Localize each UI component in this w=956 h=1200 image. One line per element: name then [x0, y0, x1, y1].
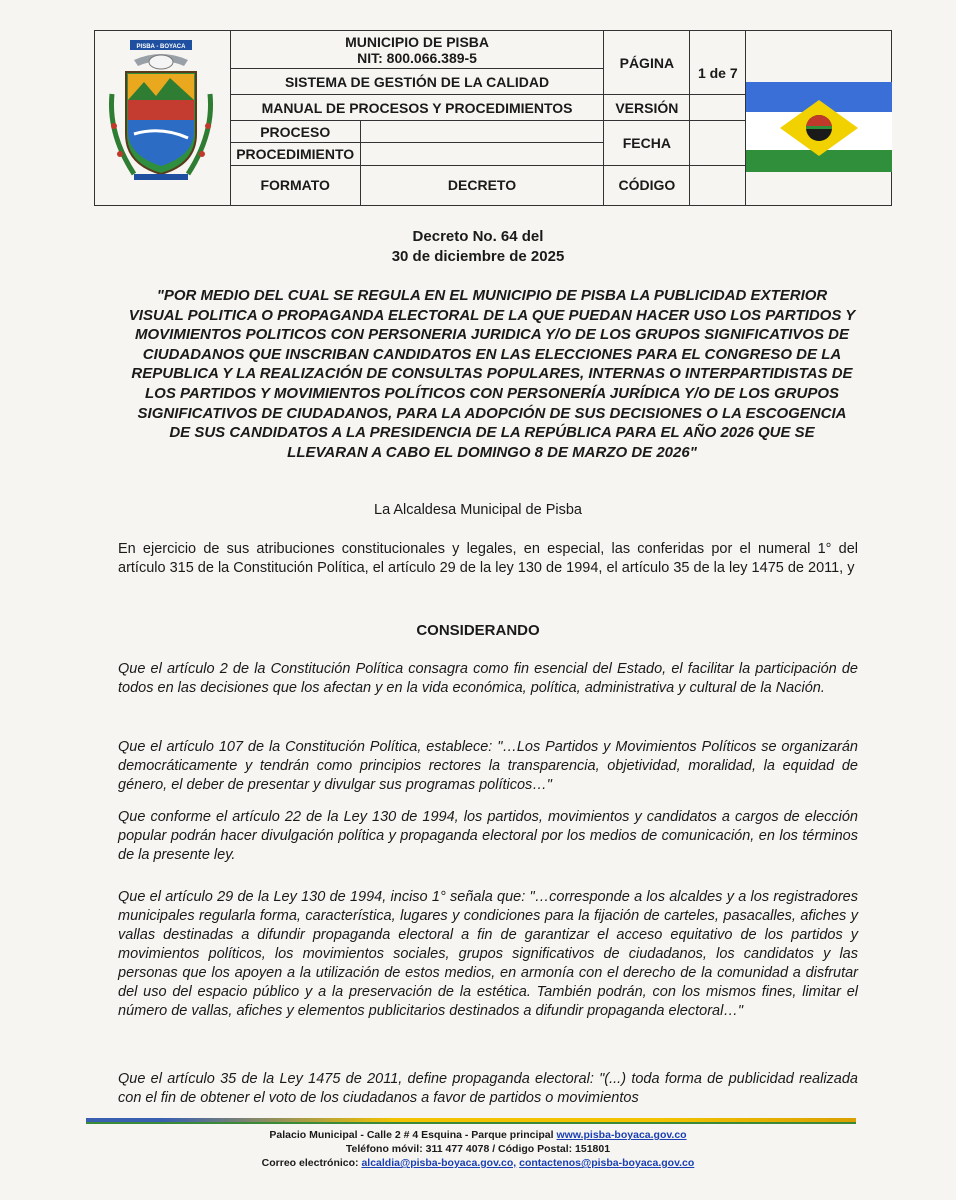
- decree-title: "POR MEDIO DEL CUAL SE REGULA EN EL MUNICIPIO DE PISBA LA PUBLICIDAD EXTERIOR VISUAL POLITICA O PROPAGANDA ELECTORAL DE LA QUE PUEDAN HACER USO LOS PARTIDOS Y MOVIMIENTOS POLITICOS CON PERSONERIA JURIDICA Y/O DE LOS GRUPOS SIGNIFICATIVOS DE CIUDADANOS QUE INSCRIBAN CANDIDATOS EN LAS ELECCIONES PARA EL CONGRESO DE LA REPUBLICA Y LA REALIZACIÓN DE CONSULTAS POPULARES, INTERNAS O INTERPARTIDISTAS DE LOS PARTIDOS Y MOVIMIENTOS POLÍTICOS CON PERSONERÍA JURÍDICA Y/O DE LOS GRUPOS SIGNIFICATIVOS DE CIUDADANOS, PARA LA ADOPCIÓN DE SUS DECISIONES O LA ESCOGENCIA DE SUS CANDIDATOS A LA PRESIDENCIA DE LA REPÚBLICA PARA EL AÑO 2026 QUE SE LLEVARAN A CABO EL DOMINGO 8 DE MARZO DE 2026": [128, 287, 856, 461]
- decree-number: Decreto No. 64 del: [412, 228, 544, 245]
- considerando-paragraph: Que el artículo 107 de la Constitución Política, establece: "…Los Partidos y Movimientos Políticos se organizarán democráticamente y tendrán como principios rectores la transparencia, objetividad, moralidad, la equidad de género, el deber de presentar y divulgar sus programas políticos…": [118, 739, 858, 793]
- codigo-label: CÓDIGO: [604, 165, 690, 205]
- seal-banner-text: PISBA - BOYACA: [136, 44, 186, 50]
- municipality-name: MUNICIPIO DE PISBA: [345, 33, 489, 50]
- considerando-paragraph: Que el artículo 29 de la Ley 130 de 1994, inciso 1° señala que: "…corresponde a los alcaldes y a los registradores municipales regularla forma, característica, lugares y condiciones para la fijación de carteles, pasacalles, afiches y vallas destinadas a difundir propaganda electoral a fin de garantizar el acceso equitativo de los partidos y movimientos políticos, los movimientos sociales, grupos significativos de ciudadanos, los candidatos y las personas que los apoyen a la utilización de estos medios, en armonía con el derecho de la comunidad a disfrutar del uso del espacio público y a la preservación de la estética. También podrán, con los mismos fines, limitar el número de vallas, afiches y elementos publicitarios destinados a difundir propaganda electoral…": [118, 889, 858, 1019]
- considerando-paragraph: Que el artículo 35 de la Ley 1475 de 2011, define propaganda electoral: "(...) toda forma de publicidad realizada con el fin de obtener el voto de los ciudadanos a favor de partidos o movimientos: [118, 1071, 858, 1106]
- authority-line: La Alcaldesa Municipal de Pisba: [374, 502, 582, 518]
- municipal-flag-icon: [746, 82, 892, 172]
- nit-number: NIT: 800.066.389-5: [357, 49, 477, 66]
- pagina-value: 1 de 7: [690, 31, 746, 95]
- intro-paragraph: En ejercicio de sus atribuciones constitucionales y legales, en especial, las conferidas por el numeral 1° del artículo 315 de la Constitución Política, el artículo 29 de la ley 130 de 1994, el artículo 35 de la ley 1475 de 2011, y: [118, 541, 858, 576]
- procedimiento-label: PROCEDIMIENTO: [236, 145, 355, 162]
- municipal-seal-icon: [104, 34, 218, 184]
- footer-divider-green: [86, 1122, 856, 1124]
- fecha-value: [690, 121, 746, 165]
- manual-title: MANUAL DE PROCESOS Y PROCEDIMIENTOS: [230, 95, 604, 121]
- proceso-procedimiento-cell: [230, 121, 360, 165]
- footer: [0, 1128, 956, 1170]
- decree-date: 30 de diciembre de 2025: [391, 248, 565, 265]
- email-link-alcaldia[interactable]: alcaldia@pisba-boyaca.gov.co,: [361, 1157, 517, 1169]
- footer-address: Palacio Municipal - Calle 2 # 4 Esquina - Parque principal www.pisba-boyaca.gov.co: [269, 1129, 687, 1141]
- formato-value: DECRETO: [360, 165, 604, 205]
- codigo-value: [690, 165, 746, 205]
- pagina-label: PÁGINA: [604, 31, 690, 95]
- proceso-label: PROCESO: [231, 122, 360, 143]
- municipality-cell: [230, 31, 604, 69]
- considerando-paragraph: Que conforme el artículo 22 de la Ley 130 de 1994, los partidos, movimientos y candidatos a cargos de elección popular podrán hacer divulgación política y propaganda electoral por los medios de comunicación, en los términos de la presente ley.: [118, 809, 858, 863]
- fecha-label: FECHA: [604, 121, 690, 165]
- quality-system-title: SISTEMA DE GESTIÓN DE LA CALIDAD: [230, 69, 604, 95]
- email-link-contactenos[interactable]: contactenos@pisba-boyaca.gov.co: [519, 1157, 695, 1169]
- footer-email: Correo electrónico: alcaldia@pisba-boyaca.gov.co, contactenos@pisba-boyaca.gov.co: [261, 1157, 695, 1169]
- formato-label: FORMATO: [230, 165, 360, 205]
- considerando-paragraph: Que el artículo 2 de la Constitución Política consagra como fin esencial del Estado, el facilitar la participación de todos en las decisiones que los afectan y en la vida económica, política, administrativa y cultural de la Nación.: [118, 661, 858, 696]
- considerando-heading: CONSIDERANDO: [416, 622, 540, 639]
- website-link[interactable]: www.pisba-boyaca.gov.co: [556, 1129, 687, 1141]
- version-label: VERSIÓN: [604, 95, 690, 121]
- version-value: [690, 95, 746, 121]
- footer-phone: Teléfono móvil: 311 477 4078 / Código Postal: 151801: [345, 1143, 611, 1155]
- proceso-value-cell: [360, 121, 604, 165]
